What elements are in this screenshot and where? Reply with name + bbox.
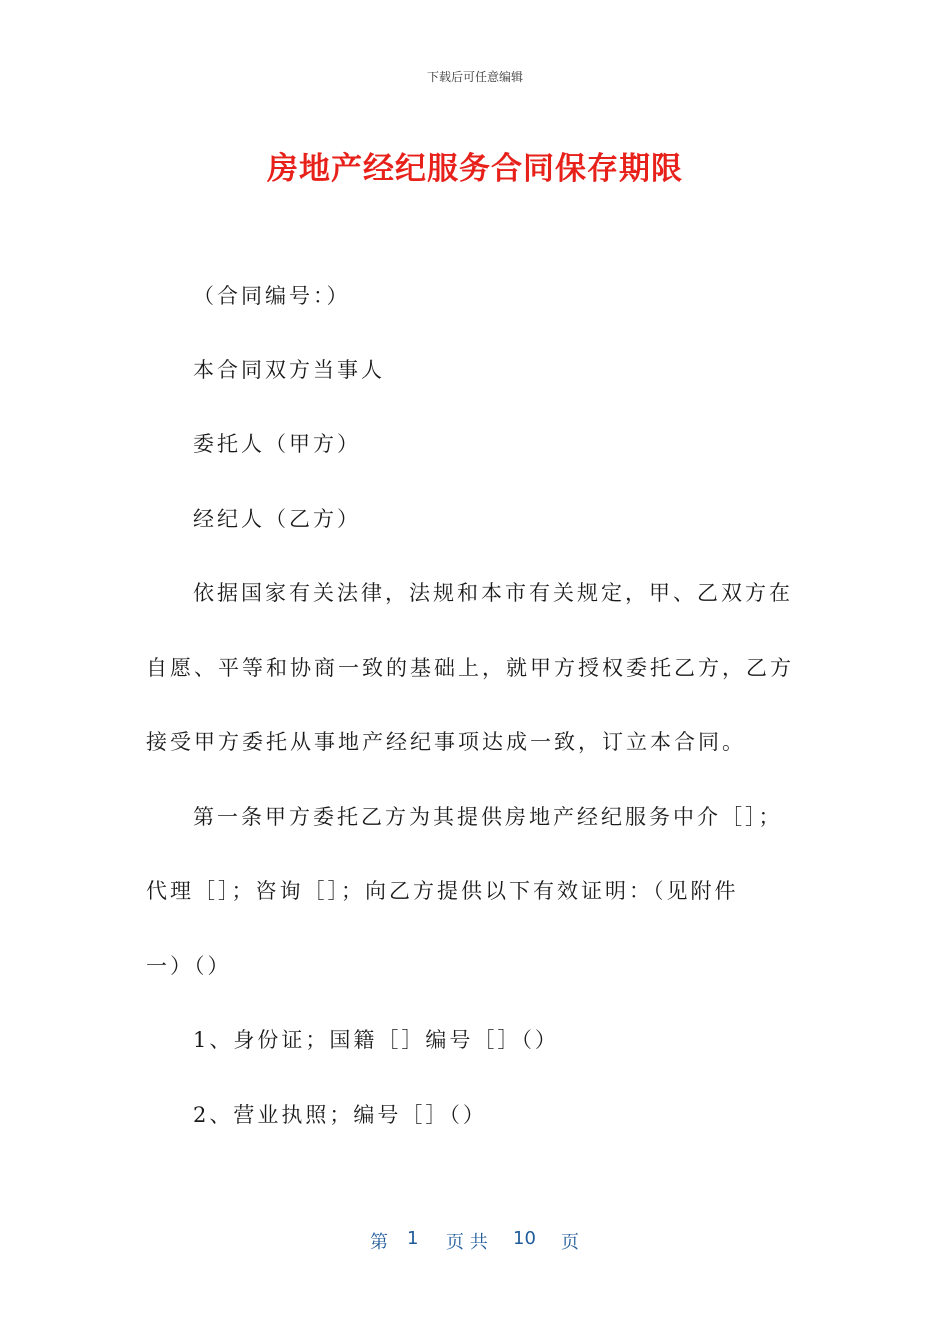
party-a-line: 委托人（甲方） [193,432,361,456]
footer-page-label: 第 [370,1232,388,1253]
paragraph-line: 接受甲方委托从事地产经纪事项达成一致，订立本合同。 [146,730,746,754]
header-note: 下载后可任意编辑 [426,70,523,84]
footer-total-pages: 10 [513,1228,536,1249]
list-item-id-card: 1、身份证；国籍［］编号［］（） [193,1028,559,1052]
paragraph-line: 依据国家有关法律，法规和本市有关规定，甲、乙双方在 [193,581,793,605]
footer-page-end: 页 [561,1232,579,1253]
paragraph-line: 自愿、平等和协商一致的基础上，就甲方授权委托乙方，乙方 [146,656,794,680]
footer-page-mid: 页 共 [446,1232,488,1253]
contract-number-line: （合同编号：） [193,284,351,308]
paragraph-line: 代理［］；咨询［］；向乙方提供以下有效证明：（见附件 [146,879,739,903]
page-footer [0,1228,950,1252]
document-title: 房地产经纪服务合同保存期限 [267,151,683,187]
parties-heading: 本合同双方当事人 [193,358,385,382]
footer-page-number: 1 [407,1228,419,1249]
paragraph-line: 一）（） [146,954,232,978]
article-one-line: 第一条甲方委托乙方为其提供房地产经纪服务中介［］； [193,805,783,829]
list-item-business-license: 2、营业执照；编号［］（） [193,1103,487,1127]
party-b-line: 经纪人（乙方） [193,507,361,531]
